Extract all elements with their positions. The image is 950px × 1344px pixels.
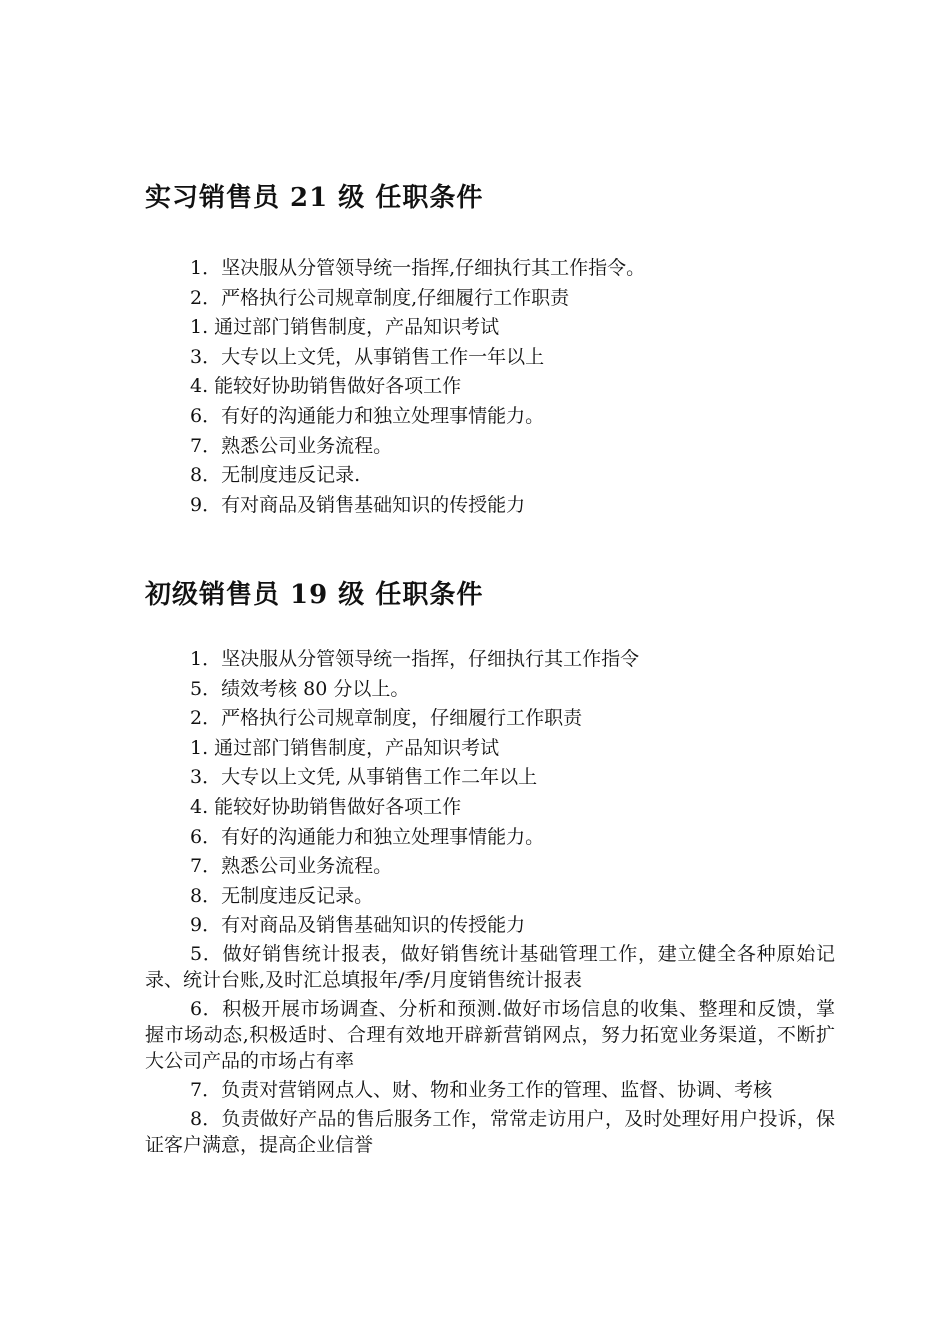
list-item: 2．严格执行公司规章制度,仔细履行工作职责 bbox=[190, 286, 570, 309]
list-item: 8．无制度违反记录. bbox=[190, 464, 361, 487]
junior-requirements-list bbox=[145, 645, 835, 1161]
section-heading-intern: 实习销售员 21 级 任职条件 bbox=[145, 183, 484, 213]
list-item: 4. 能较好协助销售做好各项工作 bbox=[190, 795, 462, 818]
duty-paragraph: 8．负责做好产品的售后服务工作，常常走访用户，及时处理好用户投诉，保证客户满意，提高企业信誉 bbox=[145, 1107, 835, 1156]
list-item: 1. 通过部门销售制度，产品知识考试 bbox=[190, 316, 500, 339]
list-item: 3．大专以上文凭，从事销售工作一年以上 bbox=[190, 345, 545, 368]
list-item: 5．绩效考核 80 分以上。 bbox=[190, 677, 410, 700]
list-item: 3．大专以上文凭, 从事销售工作二年以上 bbox=[190, 766, 538, 789]
list-item: 8．无制度违反记录。 bbox=[190, 884, 374, 907]
list-item: 7．熟悉公司业务流程。 bbox=[190, 855, 393, 878]
duty-paragraph: 7．负责对营销网点人、财、物和业务工作的管理、监督、协调、考核 bbox=[190, 1078, 773, 1101]
duty-paragraph: 5．做好销售统计报表，做好销售统计基础管理工作，建立健全各种原始记录、统计台账,及时汇总填报年/季/月度销售统计报表 bbox=[145, 942, 835, 991]
list-item: 1. 通过部门销售制度，产品知识考试 bbox=[190, 736, 500, 759]
list-item: 9．有对商品及销售基础知识的传授能力 bbox=[190, 914, 526, 937]
list-item: 7．熟悉公司业务流程。 bbox=[190, 434, 393, 457]
list-item: 1．坚决服从分管领导统一指挥，仔细执行其工作指令 bbox=[190, 648, 640, 670]
section-heading-junior: 初级销售员 19 级 任职条件 bbox=[145, 580, 484, 610]
list-item: 9．有对商品及销售基础知识的传授能力 bbox=[190, 493, 526, 516]
list-item: 4. 能较好协助销售做好各项工作 bbox=[190, 375, 462, 398]
list-item: 2．严格执行公司规章制度，仔细履行工作职责 bbox=[190, 707, 583, 730]
list-item: 6．有好的沟通能力和独立处理事情能力。 bbox=[190, 825, 545, 848]
intern-requirements-list bbox=[145, 254, 835, 520]
list-item: 1．坚决服从分管领导统一指挥,仔细执行其工作指令。 bbox=[190, 257, 646, 279]
list-item: 6．有好的沟通能力和独立处理事情能力。 bbox=[190, 404, 545, 427]
duty-paragraph: 6．积极开展市场调查、分析和预测.做好市场信息的收集、整理和反馈，掌握市场动态,积极适时、合理有效地开辟新营销网点，努力拓宽业务渠道，不断扩大公司产品的市场占有率 bbox=[145, 997, 835, 1072]
